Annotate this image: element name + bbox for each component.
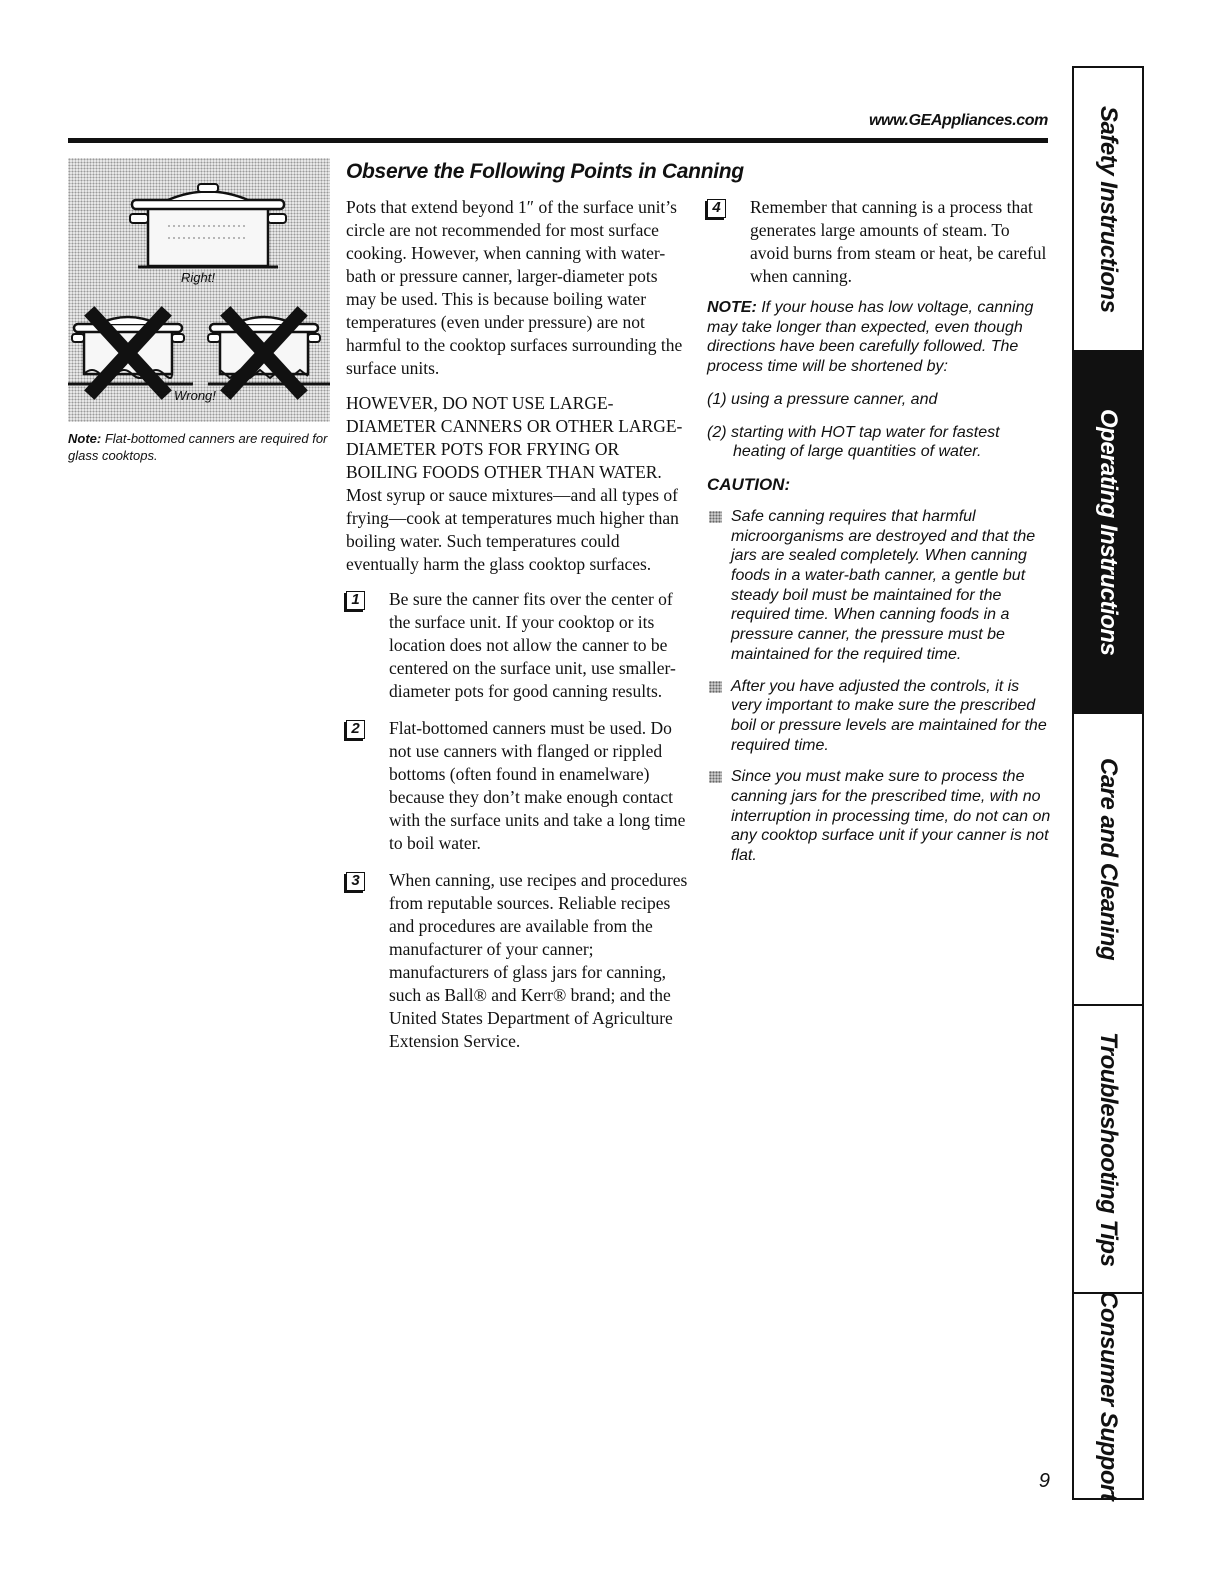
bullet-square-icon: [709, 511, 722, 523]
figure-note: [68, 430, 330, 464]
note-label: NOTE:: [707, 299, 757, 316]
item-text: Remember that canning is a process that generates large amounts of steam. To avoid burns from steam or heat, be careful when canning.: [750, 197, 1047, 286]
bullet-square-icon: [709, 681, 722, 693]
number-badge: 4: [707, 199, 726, 218]
numbered-item-1: [346, 588, 691, 703]
item-text: Be sure the canner fits over the center of the surface unit. If your cooktop or its location does not allow the canner to be centered on the surface unit, use smaller-diameter pots for good canning results.: [389, 589, 676, 701]
caution-bullet: [707, 767, 1052, 866]
left-column: [346, 196, 691, 1067]
right-column: [707, 196, 1052, 878]
section-sidebar: [1072, 66, 1144, 1500]
numbered-item-2: [346, 717, 691, 855]
caution-bullet: [707, 507, 1052, 665]
page-number: 9: [1038, 1470, 1050, 1492]
voltage-note: [707, 298, 1052, 377]
tab-label: Safety Instructions: [1095, 105, 1122, 313]
item-text: When canning, use recipes and procedures from reputable sources. Reliable recipes and procedures are available from the manufacturer of your canner; manufacturers of glass jars for canning, such as Ball® and Kerr® brand; and the United States Department of Agriculture Extension Service.: [389, 870, 688, 1051]
figure-note-label: Note:: [68, 431, 102, 446]
caution-bullet: [707, 677, 1052, 756]
right-label: Right!: [181, 270, 215, 285]
canner-drawing: [68, 158, 330, 422]
number-badge: 2: [346, 720, 365, 739]
bullet-text: Since you must make sure to process the canning jars for the prescribed time, with no interruption in processing time, do not can on any cooktop surface unit if your canner is not flat.: [731, 768, 1051, 865]
bullet-text: After you have adjusted the controls, it is very important to make sure the prescribed boil or pressure levels are maintained for the required time.: [731, 677, 1047, 754]
section-heading: Observe the Following Points in Canning: [346, 160, 744, 183]
tab-label: Consumer Support: [1095, 1291, 1122, 1501]
header-rule: [68, 138, 1048, 143]
tab-troubleshooting-tips[interactable]: [1074, 1004, 1142, 1292]
caution-heading: CAUTION:: [707, 474, 791, 494]
step-2: (2) starting with HOT tap water for fastest heating of large quantities of water.: [707, 423, 1000, 461]
numbered-item-3: [346, 869, 691, 1053]
tab-care-and-cleaning[interactable]: [1074, 712, 1142, 1004]
bullet-text: Safe canning requires that harmful microorganisms are destroyed and that the jars are sealed completely. When canning foods in a water-bath canner, a gentle but steady boil must be maintained for the required time. When canning foods in a pressure canner, the pressure must be maintained for the required time.: [731, 507, 1036, 663]
warning-paragraph: HOWEVER, DO NOT USE LARGE-DIAMETER CANNERS OR OTHER LARGE-DIAMETER POTS FOR FRYING OR BOILING FOODS OTHER THAN WATER. Most syrup or sauce mixtures—and all types of frying—cook at temperatures much higher than boiling water. Such temperatures could eventually harm the glass cooktop surfaces.: [346, 393, 683, 574]
bullet-square-icon: [709, 771, 722, 783]
pot-wrong-right-icon: [208, 316, 330, 390]
note-text: If your house has low voltage, canning may take longer than expected, even though directions have been carefully followed. The process time will be shortened by:: [707, 299, 1034, 376]
tab-operating-instructions[interactable]: [1074, 350, 1142, 712]
pot-right-icon: [130, 184, 286, 267]
number-badge: 3: [346, 872, 365, 891]
intro-paragraph: Pots that extend beyond 1″ of the surface unit’s circle are not recommended for most surface cooking. However, when canning with water-bath or pressure canner, larger-diameter pots may be used. This is because boiling water temperatures (even under pressure) are not harmful to the cooktop surfaces surrounding the surface units.: [346, 197, 683, 378]
pot-wrong-left-icon: [68, 316, 193, 390]
tab-safety-instructions[interactable]: [1074, 68, 1142, 350]
wrong-label: Wrong!: [174, 388, 216, 403]
tab-label: Care and Cleaning: [1095, 757, 1122, 961]
number-badge: 1: [346, 591, 365, 610]
step-1: (1) using a pressure canner, and: [707, 390, 938, 408]
item-text: Flat-bottomed canners must be used. Do not use canners with flanged or rippled bottoms (often found in enamelware) because they don’t make enough contact with the surface units and take a long time to boil water.: [389, 718, 686, 853]
tab-consumer-support[interactable]: [1074, 1291, 1142, 1501]
numbered-item-4: [707, 196, 1052, 288]
tab-label: Operating Instructions: [1095, 408, 1122, 656]
tab-label: Troubleshooting Tips: [1095, 1031, 1122, 1267]
figure-note-text: Flat-bottomed canners are required for glass cooktops.: [68, 431, 328, 463]
header-url: www.GEAppliances.com: [868, 112, 1048, 129]
canner-illustration: [68, 158, 330, 422]
